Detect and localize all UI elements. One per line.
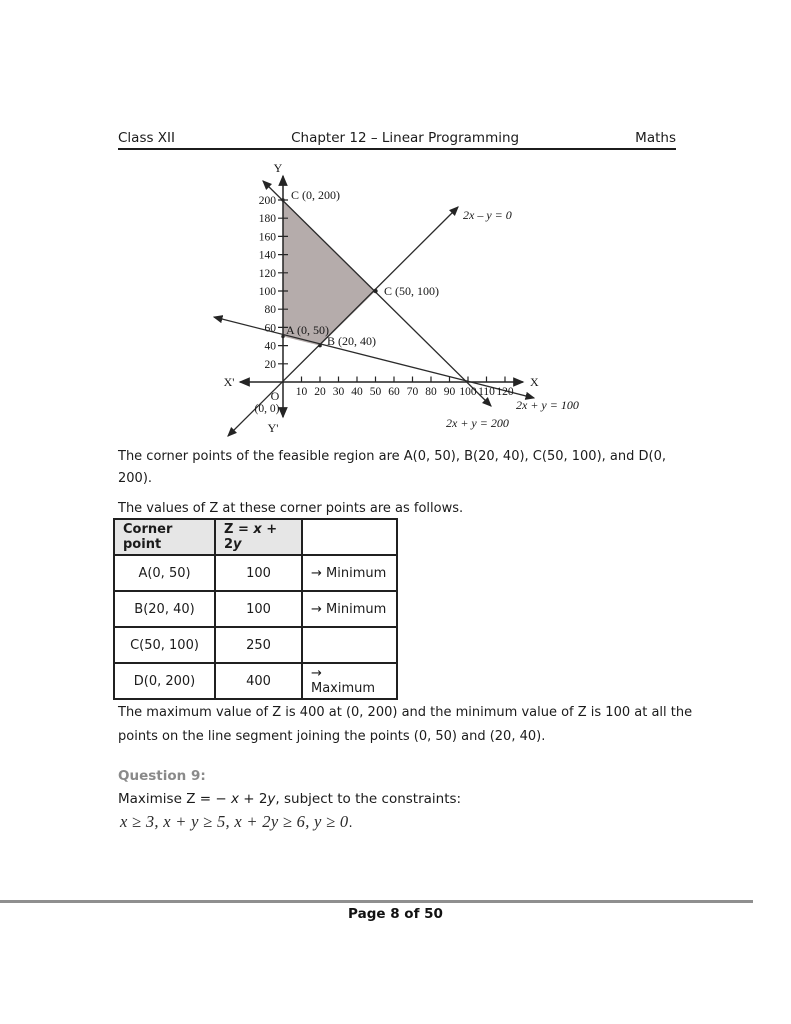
y-tick-120: 120 xyxy=(258,267,276,280)
table-row xyxy=(114,591,397,627)
question-9-heading: Question 9: xyxy=(118,768,206,784)
note-cell: → Minimum xyxy=(302,555,397,591)
y-neg-axis-label: Y' xyxy=(267,421,279,435)
point-C-label: C (50, 100) xyxy=(384,284,439,298)
header-class-label: Class XII xyxy=(118,130,176,146)
y-tick-180: 180 xyxy=(258,213,276,226)
x-tick-120: 120 xyxy=(496,386,514,398)
x-tick-110: 110 xyxy=(478,386,495,398)
line-label-2x-plus-y-200: 2x + y = 200 xyxy=(446,416,509,430)
point-B-label: B (20, 40) xyxy=(327,334,376,348)
table-header-row xyxy=(114,519,397,555)
question-9-constraints: x ≥ 3, x + y ≥ 5, x + 2y ≥ 6, y ≥ 0. xyxy=(120,812,353,831)
point-B xyxy=(318,344,322,348)
z-value-cell: 100 xyxy=(215,555,302,591)
corner-point-header: Corner point xyxy=(114,519,215,555)
x-tick-60: 60 xyxy=(388,386,400,398)
point-D xyxy=(281,198,284,201)
x-tick-70: 70 xyxy=(406,386,419,398)
solution-text xyxy=(118,446,690,528)
footer-divider xyxy=(0,900,753,903)
corner-point-table xyxy=(113,518,398,700)
header-divider xyxy=(118,148,676,150)
trailing-period: . xyxy=(348,816,353,831)
x-tick-20: 20 xyxy=(314,386,326,398)
x-tick-80: 80 xyxy=(425,386,437,398)
z-header: Z = x + 2y xyxy=(215,519,302,555)
corner-point-cell: B(20, 40) xyxy=(114,591,215,627)
header-subject-label: Maths xyxy=(635,130,676,146)
note-header xyxy=(302,519,397,555)
x-tick-90: 90 xyxy=(443,386,456,398)
x-axis-label: X xyxy=(530,375,539,389)
y-tick-160: 160 xyxy=(258,231,276,244)
lp-graph xyxy=(190,155,620,445)
table-row xyxy=(114,663,397,699)
corner-point-cell: C(50, 100) xyxy=(114,627,215,663)
z-value-cell: 400 xyxy=(215,663,302,699)
point-C xyxy=(373,289,377,293)
point-A-label: A (0, 50) xyxy=(286,323,329,337)
z-value-cell: 100 xyxy=(215,591,302,627)
origin-label: O xyxy=(270,389,280,403)
header-chapter-title: Chapter 12 – Linear Programming xyxy=(291,130,520,146)
point-A xyxy=(281,335,284,338)
y-tick-80: 80 xyxy=(264,304,276,317)
x-tick-100: 100 xyxy=(459,386,477,398)
origin-coords-label: (0, 0) xyxy=(254,403,280,415)
y-tick-20: 20 xyxy=(264,358,276,371)
x-tick-30: 30 xyxy=(332,386,345,398)
line-label-2x-plus-y-100: 2x + y = 100 xyxy=(516,398,579,412)
y-tick-100: 100 xyxy=(258,286,276,298)
page-header xyxy=(118,130,676,146)
x-tick-50: 50 xyxy=(369,386,382,398)
corner-points-paragraph: The corner points of the feasible region are A(0, 50), B(20, 40), C(50, 100), and D(0, 200). xyxy=(118,449,666,486)
y-axis-label: Y xyxy=(273,161,283,175)
page-number: Page 8 of 50 xyxy=(348,906,443,922)
note-cell: → Minimum xyxy=(302,591,397,627)
x-tick-40: 40 xyxy=(351,386,363,398)
question-9-statement: Maximise Z = − x + 2y, subject to the constraints: xyxy=(118,791,462,807)
corner-point-cell: A(0, 50) xyxy=(114,555,215,591)
point-D-label: C (0, 200) xyxy=(291,188,340,202)
table-row xyxy=(114,555,397,591)
conclusion-paragraph: The maximum value of Z is 400 at (0, 200) and the minimum value of Z is 100 at all the points on the line segment joining the points (0, 50) and (20, 40). xyxy=(118,705,693,744)
y-tick-60: 60 xyxy=(264,322,276,335)
x-neg-axis-label: X' xyxy=(223,375,235,389)
corner-point-cell: D(0, 200) xyxy=(114,663,215,699)
line-label-2x-minus-y: 2x – y = 0 xyxy=(463,208,512,222)
note-cell xyxy=(302,627,397,663)
z-value-cell: 250 xyxy=(215,627,302,663)
y-tick-40: 40 xyxy=(264,340,276,353)
x-tick-10: 10 xyxy=(295,386,308,398)
y-tick-140: 140 xyxy=(258,249,276,262)
y-tick-200: 200 xyxy=(258,195,276,207)
note-cell: → Maximum xyxy=(302,663,397,699)
table-row xyxy=(114,627,397,663)
values-intro-paragraph: The values of Z at these corner points are as follows. xyxy=(118,501,464,516)
